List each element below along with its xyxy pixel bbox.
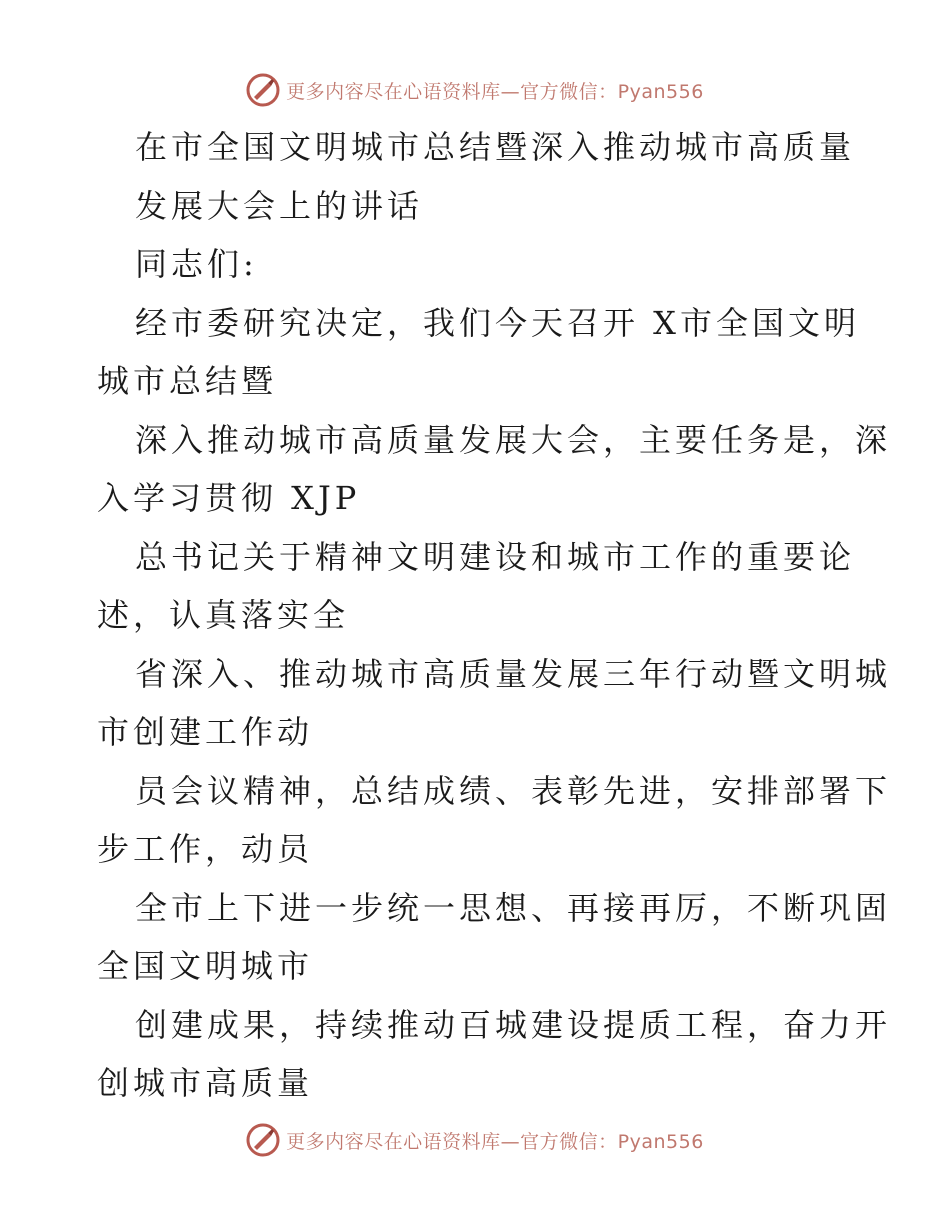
brand-logo-icon: [246, 1123, 280, 1157]
document-body: [97, 118, 892, 1113]
text-line: 入学习贯彻 XJP: [97, 479, 361, 517]
text-line: 同志们:: [135, 245, 258, 283]
text-line: 述，认真落实全: [97, 596, 350, 634]
text-line: 城市总结暨: [97, 362, 278, 400]
text-line: 经市委研究决定，我们今天召开 X市全国文明: [135, 303, 860, 342]
banner-text: 更多内容尽在心语资料库—官方微信：Pyan556: [286, 1130, 704, 1153]
header-banner: [0, 70, 950, 110]
text-line: 创城市高质量: [97, 1064, 314, 1102]
text-line: 发展大会上的讲话: [135, 186, 424, 225]
text-line: 市创建工作动: [97, 713, 314, 751]
text-line: 全国文明城市: [97, 947, 314, 985]
text-line: 在市全国文明城市总结暨深入推动城市高质量: [135, 128, 856, 166]
brand-logo-icon: [246, 73, 280, 107]
text-line: 总书记关于精神文明建设和城市工作的重要论: [135, 537, 856, 576]
text-line: 深入推动城市高质量发展大会，主要任务是，深: [135, 420, 892, 459]
text-line: 省深入、推动城市高质量发展三年行动暨文明城: [135, 654, 892, 693]
text-line: 步工作，动员: [97, 830, 314, 868]
text-line: 员会议精神，总结成绩、表彰先进，安排部署下: [135, 771, 892, 810]
text-line: 全市上下进一步统一思想、再接再厉，不断巩固: [135, 888, 892, 927]
footer-banner: [0, 1120, 950, 1160]
banner-text: 更多内容尽在心语资料库—官方微信：Pyan556: [286, 80, 704, 103]
text-line: 创建成果，持续推动百城建设提质工程，奋力开: [135, 1005, 892, 1044]
